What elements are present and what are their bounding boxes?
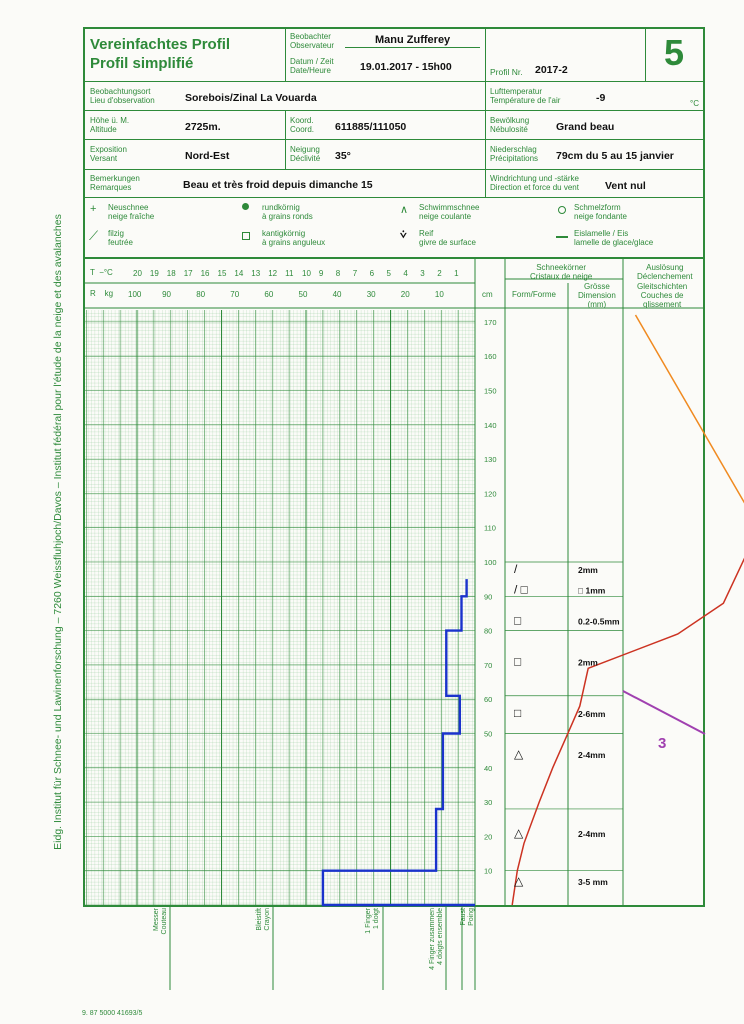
ram-tick-label: 10 <box>434 290 444 299</box>
remarks-label: Bemerkungen Remarques <box>90 174 140 192</box>
grain-size: 2-4mm <box>578 828 606 839</box>
height-tick-label: 50 <box>484 729 493 739</box>
temp-tick-label: 12 <box>268 269 278 278</box>
observer-value: Manu Zufferey <box>375 34 451 46</box>
temp-tick-label: 4 <box>403 269 408 278</box>
grain-form: □ <box>514 705 522 720</box>
grain-size: 2-6mm <box>578 708 606 719</box>
temperature-line <box>512 528 744 905</box>
coord-label: Koord. Coord. <box>290 116 315 134</box>
ram-tick-label: 30 <box>366 290 376 299</box>
legend-new-snow: Neuschnee neige fraîche <box>108 203 155 221</box>
legend-ice-layer: Eislamelle / Eis lamelle de glace/glace <box>574 229 654 247</box>
grains-header: Schneekörner Cristaux de neige <box>530 263 593 281</box>
grain-size: 2mm <box>578 564 598 575</box>
title-fr: Profil simplifié <box>90 55 194 72</box>
profile-number-value: 2017-2 <box>535 64 568 76</box>
slope-label: Neigung Déclivité <box>290 145 321 163</box>
size-header: Grösse Dimension (mm) <box>578 282 616 309</box>
grain-form: / <box>514 561 518 576</box>
precip-value: 79cm du 5 au 15 janvier <box>556 150 674 162</box>
date-value: 19.01.2017 - 15h00 <box>360 61 452 73</box>
height-tick-label: 100 <box>484 558 497 567</box>
grain-form: △ <box>514 747 524 762</box>
temp-tick-label: 11 <box>285 269 294 278</box>
height-tick-label: 80 <box>484 626 493 636</box>
temp-tick-label: 15 <box>217 269 227 278</box>
ram-tick-label: 20 <box>400 290 410 299</box>
grain-size: 2mm <box>578 657 598 668</box>
observer-label: Beobachter Observateur <box>290 32 335 50</box>
altitude-value: 2725m. <box>185 121 221 133</box>
legend-felted: filzig feutrée <box>108 229 133 247</box>
grain-size: 3-5 mm <box>578 876 608 887</box>
grain-form: □ <box>514 654 522 669</box>
height-tick-label: 140 <box>484 420 497 430</box>
hardness-label: Messer Couteau <box>153 908 168 935</box>
grain-size: 2-4mm <box>578 750 606 761</box>
footer-code: 9. 87 5000 41693/5 <box>82 1010 143 1017</box>
hardness-label: 1 Finger 1 doigt <box>365 908 380 934</box>
cloud-label: Bewölkung Nébulosité <box>490 116 530 134</box>
hardness-label: Bleistift Crayon <box>256 908 271 931</box>
height-tick-label: 90 <box>484 592 493 602</box>
temp-tick-label: 14 <box>234 269 244 278</box>
ram-tick-label: 50 <box>298 290 308 299</box>
new-snow-icon: + <box>90 203 97 215</box>
ram-tick-label: 70 <box>230 290 240 299</box>
slope-value: 35° <box>335 150 351 162</box>
ram-tick-label: 60 <box>264 290 274 299</box>
slide-layer-line <box>623 691 705 734</box>
temp-tick-label: 8 <box>335 269 341 278</box>
temp-tick-label: 17 <box>183 269 193 278</box>
grain-form: □ <box>514 613 522 628</box>
slide-header: Gleitschichten Couches de glissement <box>637 282 688 309</box>
cm-label: cm <box>482 290 493 299</box>
height-tick-label: 20 <box>484 832 493 842</box>
form-header: Form/Forme <box>512 290 556 299</box>
title-de: Vereinfachtes Profil <box>90 36 231 53</box>
ram-tick-label: 80 <box>196 290 206 299</box>
legend-melt-form: Schmelzform neige fondante <box>574 203 627 221</box>
hardness-label: 4 Finger zusammen 4 doigts ensemble <box>429 908 444 970</box>
wind-value: Vent nul <box>605 180 646 192</box>
coord-value: 611885/111050 <box>335 121 407 133</box>
release-header: Auslösung Déclenchement <box>637 263 693 281</box>
grain-form: △ <box>514 825 524 840</box>
temp-tick-label: 1 <box>454 269 459 278</box>
ram-axis-label: R kg <box>90 289 114 298</box>
temp-tick-label: 19 <box>149 269 159 278</box>
slide-layer-number: 3 <box>658 735 667 752</box>
cloud-value: Grand beau <box>556 121 615 133</box>
surface-hoar-icon: ⩒ <box>400 229 407 241</box>
temp-tick-label: 6 <box>369 269 375 278</box>
temperature-line-upper <box>636 315 744 528</box>
wind-label: Windrichtung und -stärke Direction et force du vent <box>490 174 579 192</box>
height-tick-label: 160 <box>484 352 497 362</box>
profile-number-label: Profil Nr. <box>490 67 523 77</box>
grain-size: □ 1mm <box>578 585 606 596</box>
height-tick-label: 40 <box>484 763 493 773</box>
height-tick-label: 70 <box>484 660 493 670</box>
temp-tick-label: 9 <box>318 269 324 278</box>
institute-sidebar-text: Eidg. Institut für Schnee- und Lawinenforschung – 7260 Weissfluhjoch/Davos – Institut fédéral pour l'étude de la neige et des avalanches <box>52 214 64 850</box>
felted-icon: ⟋ <box>89 228 99 243</box>
grain-form: / □ <box>514 582 528 597</box>
remarks-value: Beau et très froid depuis dimanche 15 <box>183 179 373 191</box>
location-value: Sorebois/Zinal La Vouarda <box>185 92 317 104</box>
height-tick-label: 110 <box>484 523 496 533</box>
temp-tick-label: 16 <box>200 269 210 278</box>
legend-surface-hoar: Reif givre de surface <box>419 229 476 247</box>
ram-tick-label: 40 <box>332 290 342 299</box>
height-tick-label: 10 <box>484 866 493 876</box>
height-tick-label: 150 <box>484 386 497 396</box>
ram-tick-label: 90 <box>162 290 172 299</box>
temp-tick-label: 20 <box>133 269 142 278</box>
temp-tick-label: 5 <box>386 269 391 278</box>
exposure-value: Nord-Est <box>185 150 230 162</box>
legend-wet: Schwimmschnee neige coulante <box>419 203 480 221</box>
exposure-label: Exposition Versant <box>90 145 127 163</box>
temp-tick-label: 13 <box>251 269 261 278</box>
temp-axis-label: T −°C <box>90 268 113 277</box>
height-tick-label: 60 <box>484 695 493 705</box>
legend-faceted: kantigkörnig à grains anguleux <box>262 229 326 247</box>
location-label: Beobachtungsort Lieu d'observation <box>90 87 155 105</box>
grain-size: 0.2-0.5mm <box>578 616 620 627</box>
sheet-number: 5 <box>664 32 685 73</box>
chart-grid-minor <box>85 310 475 905</box>
air-temp-unit: °C <box>690 99 699 108</box>
air-temp-label: Lufttemperatur Température de l'air <box>490 87 561 105</box>
precip-label: Niederschlag Précipitations <box>490 145 539 163</box>
height-tick-label: 120 <box>484 489 497 499</box>
temp-tick-label: 7 <box>352 269 358 278</box>
temp-tick-label: 10 <box>302 269 311 278</box>
air-temp-value: -9 <box>596 92 606 104</box>
wet-snow-icon: ∧ <box>400 204 409 216</box>
height-tick-label: 170 <box>484 317 497 327</box>
ram-tick-label: 100 <box>128 290 142 299</box>
date-label: Datum / Zeit Date/Heure <box>290 57 334 75</box>
legend-rounded: rundkörnig à grains ronds <box>262 203 313 221</box>
temp-tick-label: 18 <box>166 269 176 278</box>
hardness-label: Faust Poing <box>460 908 475 926</box>
temp-tick-label: 3 <box>420 269 425 278</box>
temp-tick-label: 2 <box>437 269 442 278</box>
height-tick-label: 130 <box>484 455 497 465</box>
height-tick-label: 30 <box>484 798 493 808</box>
altitude-label: Höhe ü. M. Altitude <box>90 116 130 134</box>
grain-form: △ <box>514 873 524 888</box>
